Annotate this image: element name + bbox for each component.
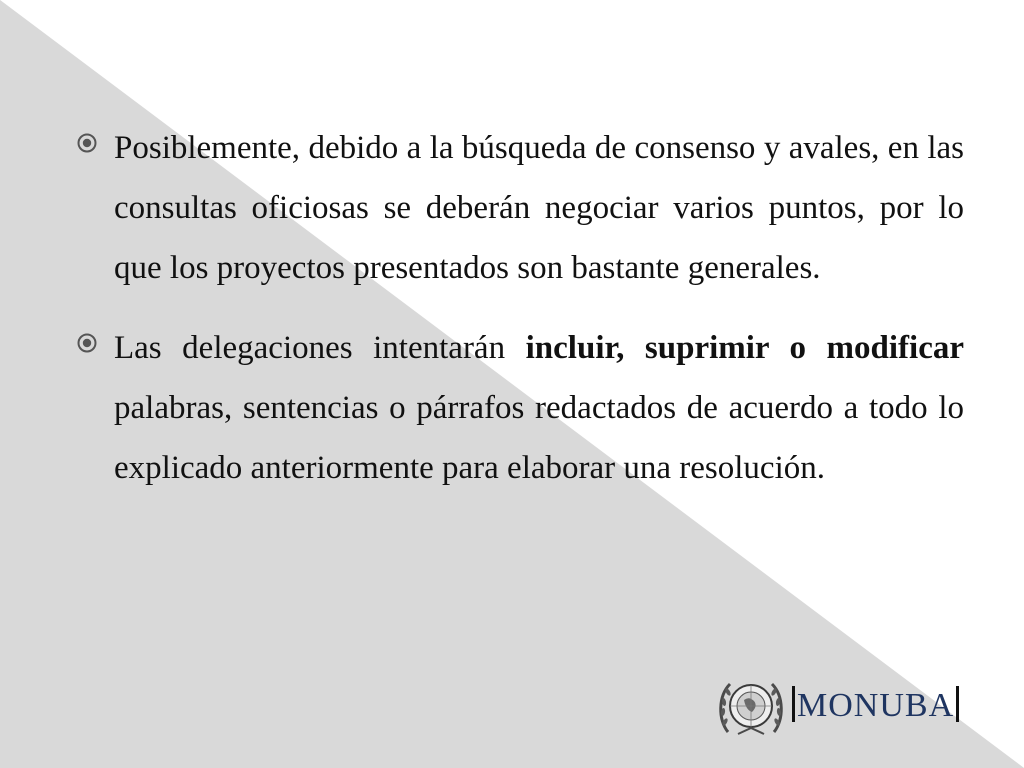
bullet-text-segment: Las delegaciones intentarán xyxy=(114,330,526,366)
bullet-text-bold-segment: incluir, suprimir o modificar xyxy=(525,330,965,366)
bullet-text xyxy=(114,318,964,498)
monuba-logo xyxy=(716,676,1000,740)
bullet-item xyxy=(70,318,964,498)
logo-left-bar xyxy=(792,686,795,722)
un-emblem-icon xyxy=(716,676,786,740)
logo-text: MONUBA xyxy=(797,687,955,724)
circled-dot-bullet-icon xyxy=(76,332,98,354)
bullet-text-segment: palabras, sentencias o párrafos redactados de acuerdo a todo lo explicado anteriormente para elaborar una resolución. xyxy=(114,390,964,486)
logo-wordmark xyxy=(790,684,961,728)
bullet-list xyxy=(70,118,964,518)
logo-right-bar xyxy=(956,686,959,722)
circled-dot-bullet-icon xyxy=(76,132,98,154)
bullet-text xyxy=(114,118,964,298)
bullet-text-segment: Posiblemente, debido a la búsqueda de consenso y avales, en las consultas oficiosas se deberán negociar varios puntos, por lo que los proyectos presentados son bastante generales. xyxy=(114,130,964,286)
bullet-item xyxy=(70,118,964,298)
